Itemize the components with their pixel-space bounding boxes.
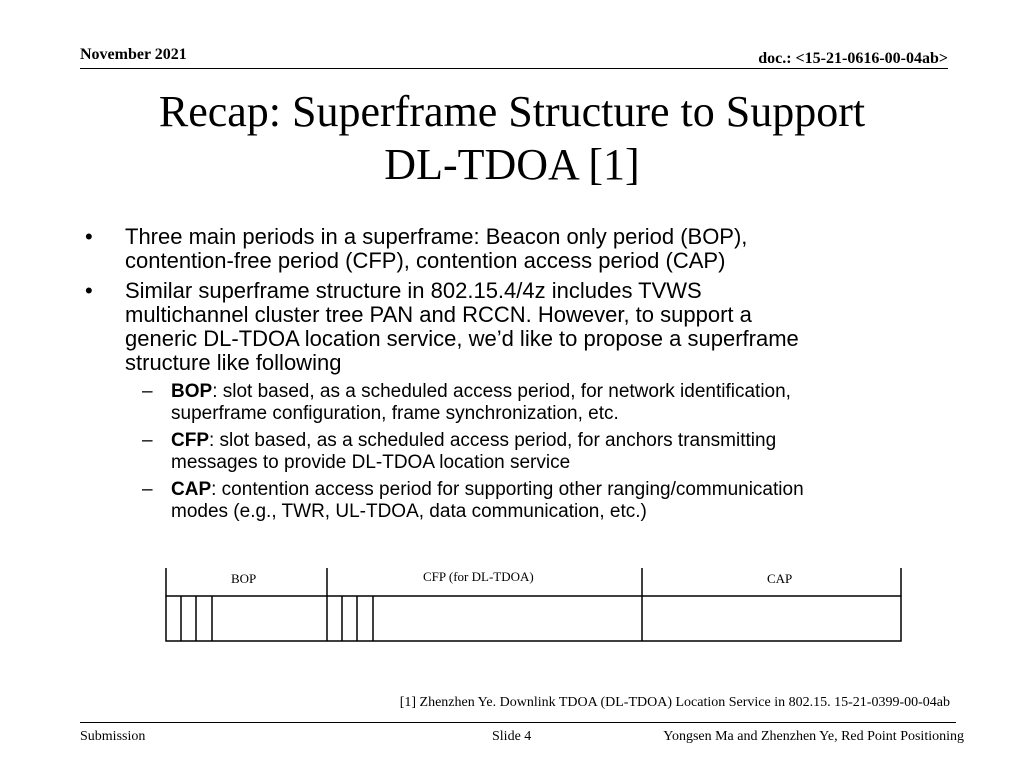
subbullet-term: BOP (171, 381, 213, 402)
subbullet-text-line: modes (e.g., TWR, UL-TDOA, data communication, etc.) (171, 501, 647, 522)
subbullet-text-line: superframe configuration, frame synchronization, etc. (171, 403, 619, 424)
bullet-text-line: generic DL-TDOA location service, we’d like to propose a superframe (125, 326, 799, 351)
title-line-1: Recap: Superframe Structure to Support (158, 87, 866, 136)
superframe-svg (165, 568, 905, 644)
bullet-text-line: multichannel cluster tree PAN and RCCN. However, to support a (125, 302, 752, 327)
footer-submission: Submission (80, 729, 146, 744)
subbullet-bop (82, 381, 952, 425)
subbullet-marker: – (142, 430, 153, 451)
bop-label: BOP (231, 571, 257, 586)
reference-citation: [1] Zhenzhen Ye. Downlink TDOA (DL-TDOA) Location Service in 802.15. 15-21-0399-00-04ab (399, 695, 950, 710)
subbullet-cfp (82, 430, 952, 474)
subbullet-text-line: : slot based, as a scheduled access period, for network identification, (212, 381, 791, 402)
bullet-text-line: contention-free period (CFP), contention access period (CAP) (125, 248, 726, 273)
bullet-text-line: structure like following (125, 350, 342, 375)
subbullet-text-line: : slot based, as a scheduled access period, for anchors transmitting (209, 430, 777, 451)
superframe-diagram (165, 568, 905, 649)
cfp-label: CFP (for DL-TDOA) (423, 569, 534, 584)
header-date: November 2021 (80, 46, 187, 63)
bullet-marker: • (85, 278, 93, 303)
header-doc-id: doc.: <15-21-0616-00-04ab> (758, 50, 948, 67)
subbullet-cap (82, 479, 952, 523)
subbullet-text-line: : contention access period for supporting other ranging/communication (211, 479, 804, 500)
subbullet-marker: – (142, 381, 153, 402)
subbullet-text-line: messages to provide DL-TDOA location service (171, 452, 571, 473)
subbullet-term: CAP (171, 479, 212, 500)
slide-body (82, 225, 952, 528)
bullet-text-line: Similar superframe structure in 802.15.4/4z includes TVWS (125, 278, 702, 303)
footer-authors: Yongsen Ma and Zhenzhen Ye, Red Point Positioning (663, 729, 964, 744)
footer-slide-number: Slide 4 (492, 729, 532, 744)
bullet-periods (82, 225, 952, 273)
header-divider (80, 68, 948, 69)
slide-title (60, 86, 964, 192)
superframe-box (166, 596, 901, 641)
cap-label: CAP (767, 571, 793, 586)
bullet-text-line: Three main periods in a superframe: Beacon only period (BOP), (125, 224, 748, 249)
bullet-marker: • (85, 224, 93, 249)
subbullet-term: CFP (171, 430, 209, 451)
subbullet-marker: – (142, 479, 153, 500)
title-line-2: DL-TDOA [1] (384, 139, 640, 189)
footer-divider (80, 722, 956, 723)
bullet-structure (82, 279, 952, 375)
